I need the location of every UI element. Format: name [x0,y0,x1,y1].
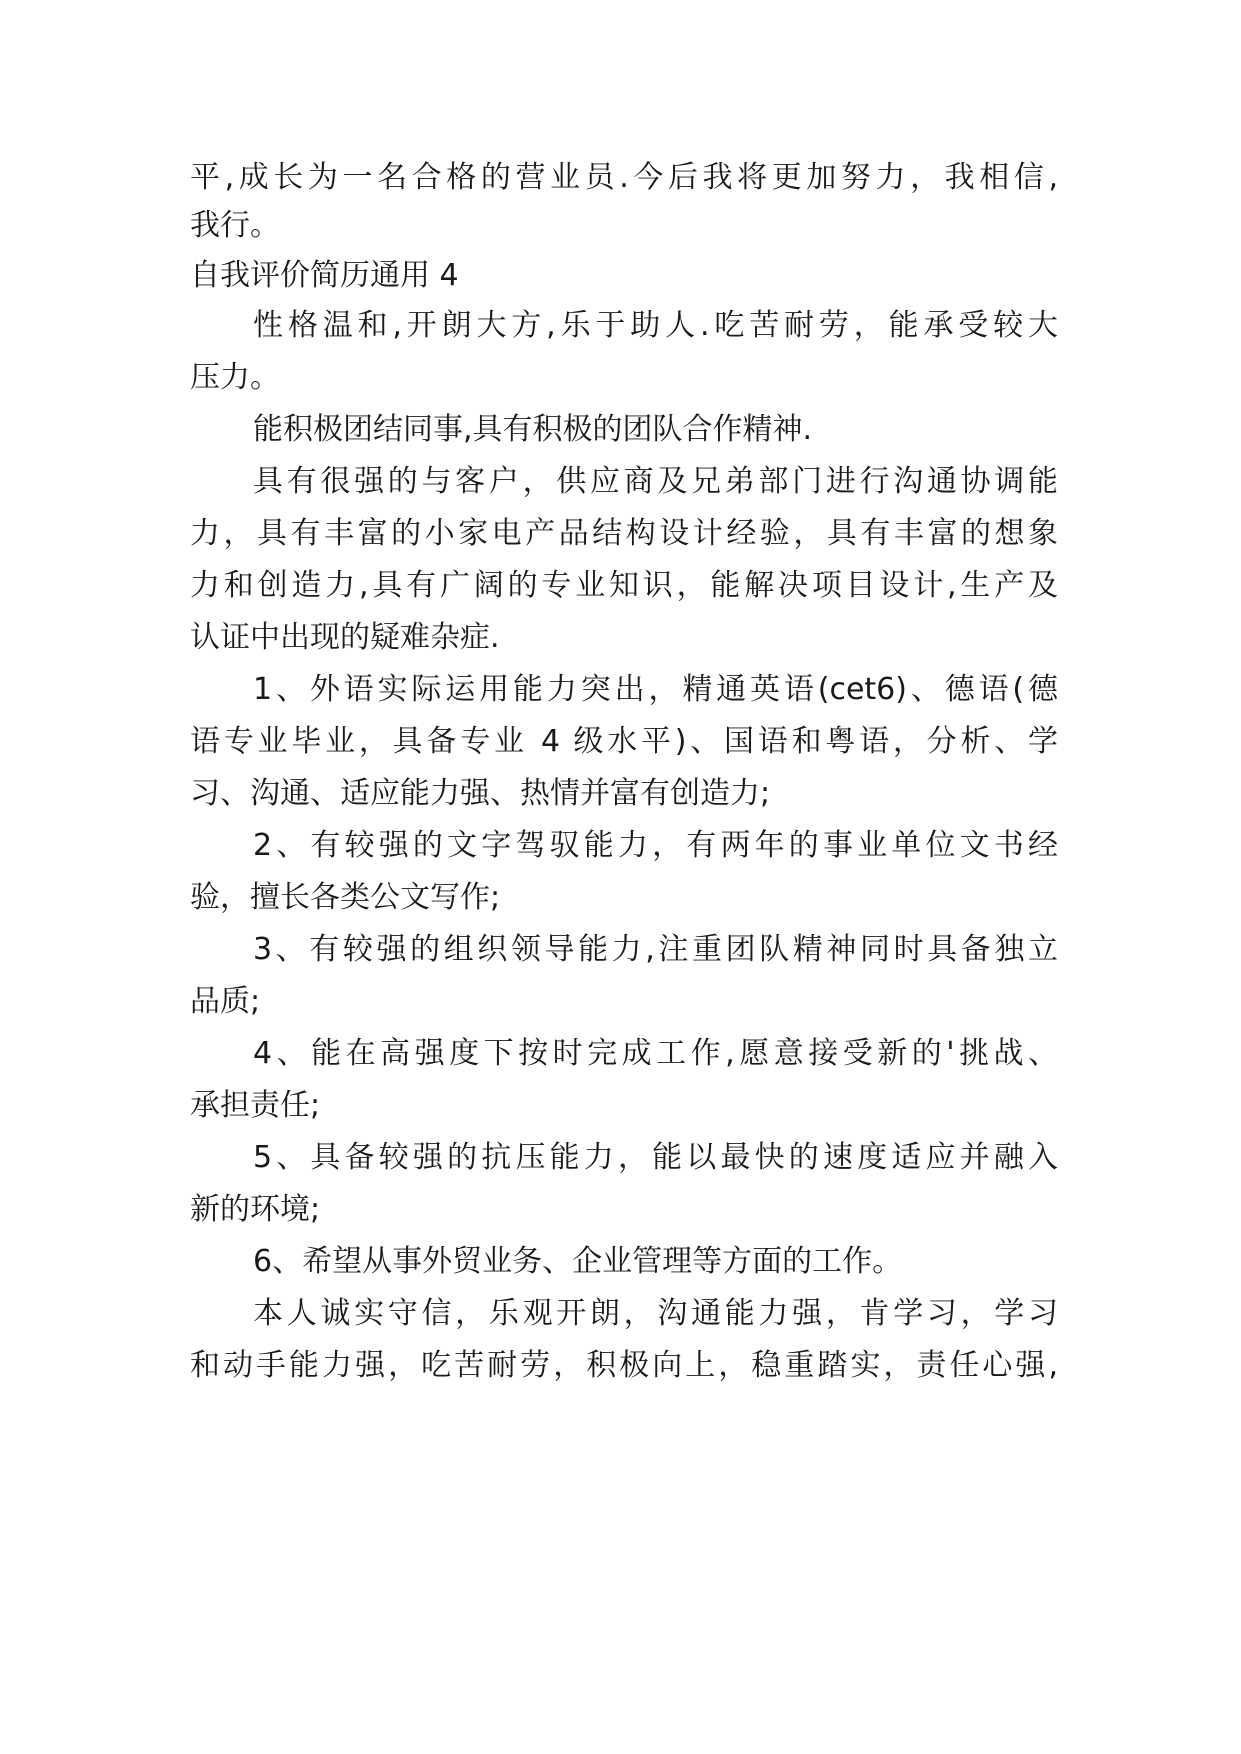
list-item-line: 承担责任; [190,1088,321,1123]
list-item-line: 6、希望从事外贸业务、企业管理等方面的工作。 [253,1244,903,1279]
list-item-line: 2、有较强的文字驾驭能力，有两年的事业单位文书经 [253,828,1058,863]
list-item-line: 4、能在高强度下按时完成工作,愿意接受新的'挑战、 [253,1036,1058,1071]
section-heading: 自我评价简历通用 4 [190,258,459,293]
list-item-line: 1、外语实际运用能力突出，精通英语(cet6)、德语(德 [253,672,1058,707]
paragraph-line: 压力。 [190,360,280,395]
paragraph-line: 力，具有丰富的小家电产品结构设计经验，具有丰富的想象 [190,516,1058,551]
paragraph-line: 力和创造力,具有广阔的专业知识，能解决项目设计,生产及 [190,568,1058,603]
paragraph-line: 认证中出现的疑难杂症. [190,620,500,655]
paragraph-line: 平,成长为一名合格的营业员.今后我将更加努力，我相信, [190,160,1058,195]
list-item-line: 语专业毕业，具备专业 4 级水平)、国语和粤语，分析、学 [190,724,1058,759]
paragraph-line: 能积极团结同事,具有积极的团队合作精神. [253,412,813,447]
paragraph-line: 性格温和,开朗大方,乐于助人.吃苦耐劳，能承受较大 [253,308,1058,343]
paragraph-line: 我行。 [190,208,280,243]
list-item-line: 习、沟通、适应能力强、热情并富有创造力; [190,776,771,811]
list-item-line: 验，擅长各类公文写作; [190,880,501,915]
paragraph-line: 和动手能力强，吃苦耐劳，积极向上，稳重踏实，责任心强, [190,1348,1058,1383]
list-item-line: 新的环境; [190,1192,321,1227]
paragraph-line: 本人诚实守信，乐观开朗，沟通能力强，肯学习，学习 [253,1296,1058,1331]
list-item-line: 品质; [190,984,261,1019]
list-item-line: 3、有较强的组织领导能力,注重团队精神同时具备独立 [253,932,1058,967]
list-item-line: 5、具备较强的抗压能力，能以最快的速度适应并融入 [253,1140,1058,1175]
paragraph-line: 具有很强的与客户，供应商及兄弟部门进行沟通协调能 [253,464,1058,499]
